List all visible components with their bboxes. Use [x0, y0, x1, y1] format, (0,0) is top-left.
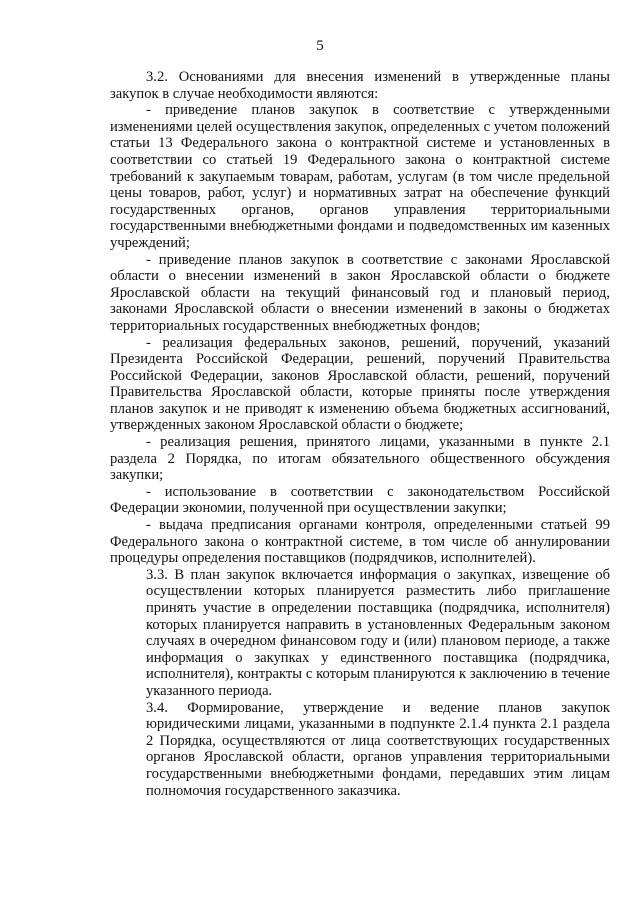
list-item-savings: - использование в соответствии с законодательством Российской Федерации экономии, полученной при осуществлении закупки;: [110, 483, 610, 517]
document-body: [110, 69, 610, 799]
paragraph-3-3: 3.3. В план закупок включается информация о закупках, извещение об осуществлении которых планируется разместить либо приглашение принять участие в определении поставщика (подрядчика, исполнителя) которых планируется направить в установленных Федеральным законом случаях в очередном финансовом году и (или) плановом периоде, а также информация о закупках у единственного поставщика (подрядчика, исполнителя), контракты с которым планируются к заключению в течение указанного периода.: [146, 566, 610, 699]
page-number: 5: [316, 38, 324, 54]
list-item-regional-laws: - приведение планов закупок в соответствие с законами Ярославской области о внесении изменений в закон Ярославской области о бюджете Ярославской области на текущий финансовый год и плановый период, законами Ярославской области о внесении изменений в законы о бюджетах территориальных государственных внебюджетных фондов;: [110, 251, 610, 334]
paragraph-3-2: 3.2. Основаниями для внесения изменений в утвержденные планы закупок в случае необходимости являются:: [110, 69, 610, 102]
paragraph-3-4: 3.4. Формирование, утверждение и ведение планов закупок юридическими лицами, указанными в подпункте 2.1.4 пункта 2.1 раздела 2 Порядка, осуществляются от лица соответствующих государственных органов Ярославской области, органов управления территориальными государственными внебюджетными фондами, передавших этим лицам полномочия государственного заказчика.: [146, 699, 610, 799]
list-item-public-discussion: - реализация решения, принятого лицами, указанными в пункте 2.1 раздела 2 Порядка, по итогам обязательного общественного обсуждения закупки;: [110, 434, 610, 484]
list-item-control-orders: - выдача предписания органами контроля, определенными статьей 99 Федерального закона о контрактной системе, в том числе об аннулировании процедуры определения поставщиков (подрядчиков, исполнителей).: [110, 517, 610, 567]
list-item-goals: - приведение планов закупок в соответствие с утвержденными изменениями целей осуществления закупок, определенных с учетом положений статьи 13 Федерального закона о контрактной системе и установленных в соответствии со статьей 19 Федерального закона о контрактной системе требований к закупаемым товарам, работам, услугам (в том числе предельной цены товаров, работ, услуг) и нормативных затрат на обеспечение функций государственных органов, органов управления территориальными государственными внебюджетными фондами и подведомственных им казенных учреждений;: [110, 102, 610, 251]
list-item-federal-laws: - реализация федеральных законов, решений, поручений, указаний Президента Российской Федерации, решений, поручений Правительства Российской Федерации, законов Ярославской области, решений, поручений Правительства Ярославской области, которые приняты после утверждения планов закупок и не приводят к изменению объема бюджетных ассигнований, утвержденных законом Ярославской области о бюджете;: [110, 334, 610, 434]
